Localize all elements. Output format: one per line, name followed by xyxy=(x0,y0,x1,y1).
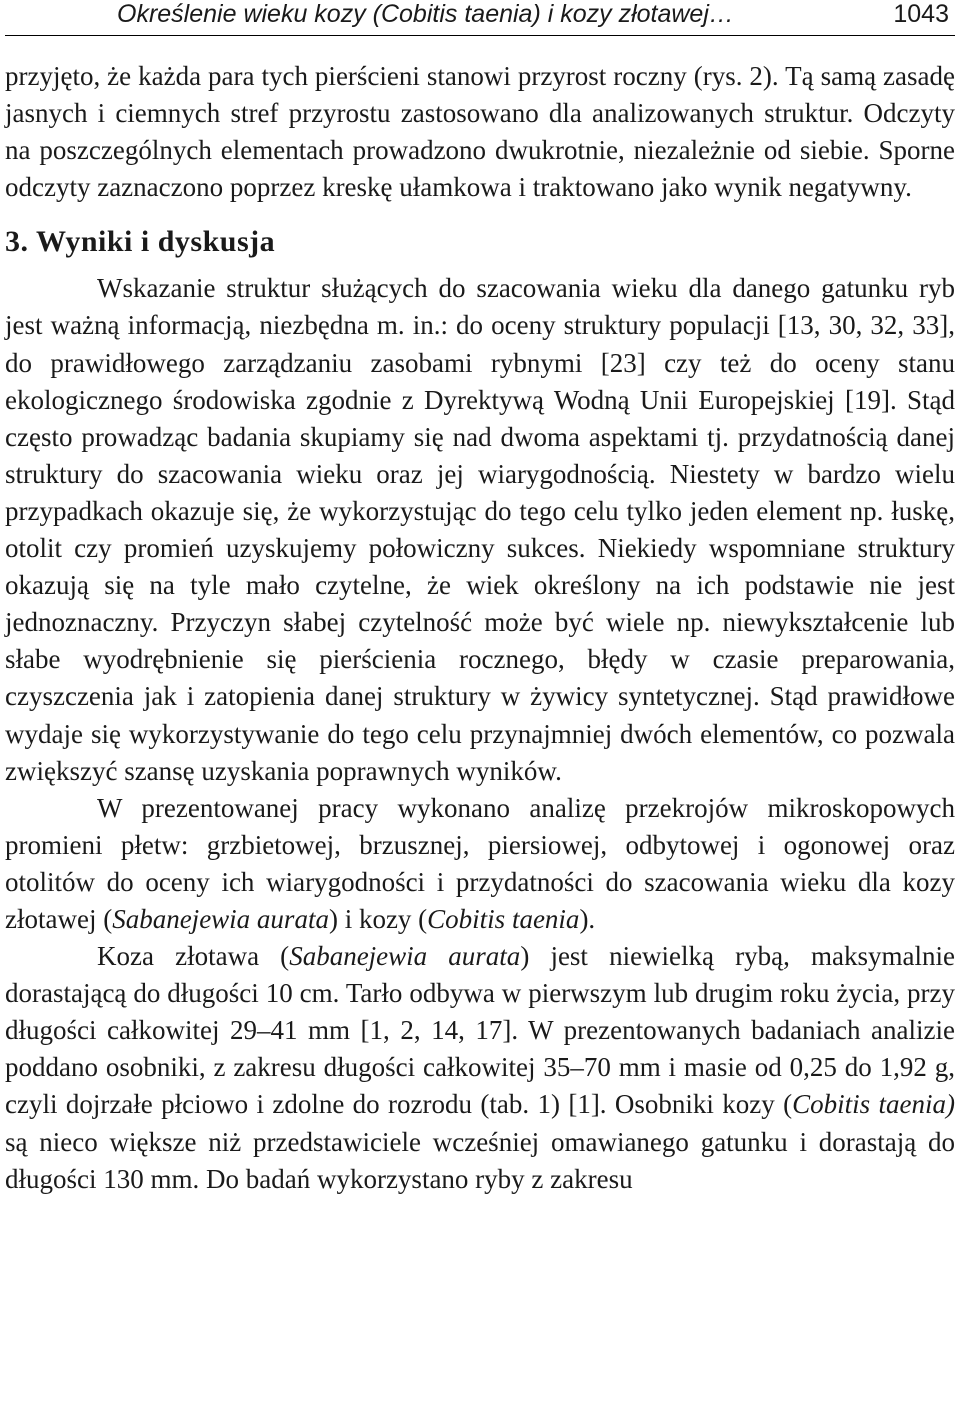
results-paragraph-3 xyxy=(5,938,955,1198)
paragraph-3-text-a: Koza złotawa ( xyxy=(97,941,290,972)
paragraph-2-text-c: ). xyxy=(579,903,596,934)
header-rule xyxy=(5,35,955,36)
results-paragraph-1: Wskazanie struktur służących do szacowania wieku dla danego gatunku ryb jest ważną informacją, niezbędna m. in.: do oceny struktury populacji [13, 30, 32, 33], do prawidłowego zarządzaniu zasobami rybnymi [23] czy też do oceny stanu ekologicznego środowiska zgodnie z Dyrektywą Wodną Unii Europejskiej [19]. Stąd często prowadząc badania skupiamy się nad dwoma aspektami tj. przydatnością danej struktury do szacowania wieku oraz jej wiarygodnością. Niestety w bardzo wielu przypadkach okazuje się, że wykorzystując do tego celu tylko jeden element np. łuskę, otolit czy promień uzyskujemy połowiczny sukces. Niekiedy wspomniane struktury okazują się na tyle mało czytelne, że wiek określony na ich podstawie nie jest jednoznaczny. Przyczyn słabej czytelność może być wiele np. niewykształcenie lub słabe wyodrębnienie się pierścienia rocznego, błędy w czasie preparowania, czyszczenia jak i zatopienia danej struktury w żywicy syntetycznej. Stąd prawidłowe wydaje się wykorzystywanie do tego celu przynajmniej dwóch elementów, co pozwala zwiększyć szansę uzyskania poprawnych wyników. xyxy=(5,273,955,786)
species-name-cobitis: Cobitis taenia) xyxy=(792,1089,956,1120)
paragraph-3-text-c: są nieco większe niż przedstawiciele wcześniej omawianego gatunku i dorastają do długości 130 mm. Do badań wykorzystano ryby z zakresu xyxy=(5,1126,955,1194)
paragraph-2-text-b: ) i kozy ( xyxy=(328,903,428,934)
running-header xyxy=(5,0,955,31)
species-name-cobitis: Cobitis taenia xyxy=(427,903,580,934)
paragraph-2-text-a: W prezentowanej pracy wykonano analizę przekrojów mikroskopowych promieni płetw: grzbietowej, brzusznej, piersiowej, odbytowej i ogonowej oraz otolitów do oceny ich wiarygodności i przydatności do szacowania wieku dla kozy złotawej ( xyxy=(5,792,955,934)
page-number: 1043 xyxy=(893,0,949,28)
intro-paragraph: przyjęto, że każda para tych pierścieni stanowi przyrost roczny (rys. 2). Tą samą zasadę jasnych i ciemnych stref przyrostu zastosowano dla analizowanych struktur. Odczyty na poszczególnych elementach prowadzono dwukrotnie, niezależnie od siebie. Sporne odczyty zaznaczono poprzez kreskę ułamkowa i traktowano jako wynik negatywny. xyxy=(5,61,955,203)
species-name-sabanejewia: Sabanejewia aurata xyxy=(289,941,521,972)
body-text xyxy=(5,58,955,1198)
section-heading: 3. Wyniki i dyskusja xyxy=(5,225,276,259)
paragraph-3-text-b: ) jest niewielką rybą, maksymalnie dorastającą do długości 10 cm. Tarło odbywa w pierwszym lub drugim roku życia, przy długości całkowitej 29–41 mm [1, 2, 14, 17]. W prezentowanych badaniach analizie poddano osobniki, z zakresu długości całkowitej 35–70 mm i masie od 0,25 do 1,92 g, czyli dojrzałe płciowo i zdolne do rozrodu (tab. 1) [1]. Osobniki kozy ( xyxy=(5,941,955,1120)
running-title: Określenie wieku kozy (Cobitis taenia) i kozy złotawej… xyxy=(117,0,734,28)
results-paragraph-2 xyxy=(5,790,955,938)
species-name-sabanejewia: Sabanejewia aurata xyxy=(112,903,329,934)
